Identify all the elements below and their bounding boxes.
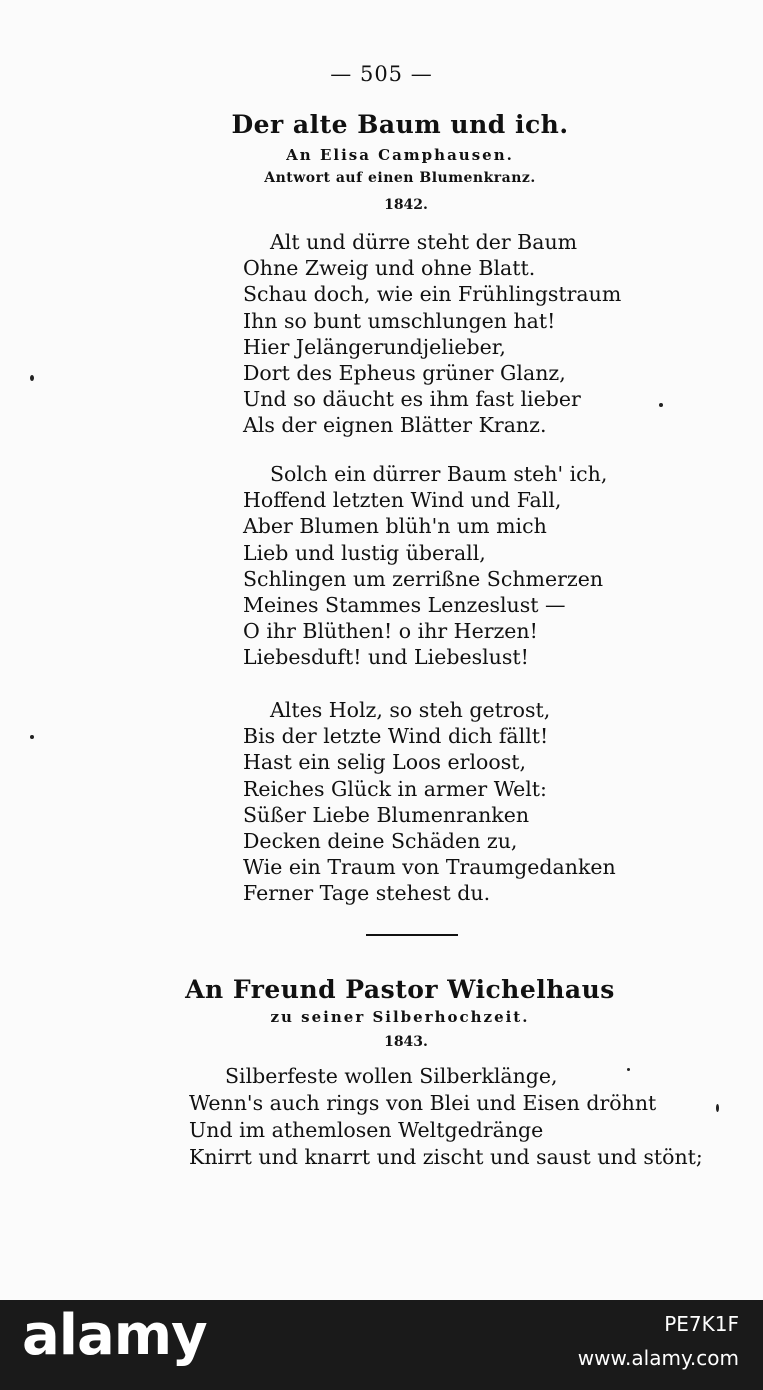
watermark-image-id: PE7K1F — [664, 1312, 739, 1336]
verse-line: Meines Stammes Lenzeslust — — [243, 592, 566, 617]
verse-line: Aber Blumen blüh'n um mich — [243, 514, 547, 539]
watermark-logo: alamy — [22, 1303, 207, 1368]
poem2-title: An Freund Pastor Wichelhaus — [185, 975, 615, 1004]
verse-line: Hast ein selig Loos erloost, — [243, 750, 526, 775]
scan-speck — [30, 735, 34, 739]
poem-subtitle: Antwort auf einen Blumenkranz. — [264, 170, 536, 186]
verse-line: Schlingen um zerrißne Schmerzen — [243, 566, 604, 591]
section-divider — [366, 934, 458, 936]
scan-speck — [30, 375, 34, 381]
verse-line: Dort des Epheus grüner Glanz, — [243, 360, 566, 385]
poem-year: 1842. — [384, 197, 428, 213]
verse-line: Süßer Liebe Blumenranken — [243, 802, 530, 827]
scan-speck — [627, 1068, 630, 1071]
verse-line: Solch ein dürrer Baum steh' ich, — [270, 462, 608, 486]
verse-line: Hier Jelängerundjelieber, — [243, 334, 506, 359]
poem2-year: 1843. — [384, 1034, 428, 1050]
verse-line: Als der eignen Blätter Kranz. — [243, 413, 547, 438]
stanza-3 — [243, 697, 616, 907]
verse-line: Bis der letzte Wind dich fällt! — [243, 724, 549, 749]
verse-line: Und so däucht es ihm fast lieber — [243, 387, 581, 412]
poem2-subtitle: zu seiner Silberhochzeit. — [270, 1008, 530, 1026]
poem2-stanza — [189, 1063, 703, 1171]
page-number: — 505 — — [330, 62, 433, 86]
verse-line: Hoffend letzten Wind und Fall, — [243, 488, 562, 513]
scan-speck — [659, 403, 663, 407]
verse-line: Und im athemlosen Weltgedränge — [189, 1118, 544, 1142]
stanza-2 — [243, 461, 607, 671]
verse-line: Ihn so bunt umschlungen hat! — [243, 308, 556, 333]
verse-line: Wie ein Traum von Traumgedanken — [243, 855, 616, 880]
watermark-url: www.alamy.com — [577, 1346, 739, 1370]
scan-speck — [716, 1104, 719, 1112]
verse-line: Ferner Tage stehest du. — [243, 881, 491, 906]
stanza-1 — [243, 229, 621, 439]
verse-line: Wenn's auch rings von Blei und Eisen dröhnt — [189, 1091, 657, 1115]
verse-line: Ohne Zweig und ohne Blatt. — [243, 256, 536, 281]
verse-line: Liebesduft! und Liebeslust! — [243, 645, 529, 670]
verse-line: Altes Holz, so steh getrost, — [270, 698, 551, 722]
poem-dedication: An Elisa Camphausen. — [286, 146, 514, 164]
verse-line: Schau doch, wie ein Frühlingstraum — [243, 282, 622, 307]
verse-line: Knirrt und knarrt und zischt und saust und stönt; — [189, 1145, 703, 1169]
poem-title: Der alte Baum und ich. — [231, 110, 569, 139]
verse-line: Silberfeste wollen Silberklänge, — [225, 1064, 558, 1088]
verse-line: Alt und dürre steht der Baum — [270, 230, 578, 254]
verse-line: Lieb und lustig überall, — [243, 540, 486, 565]
verse-line: Decken deine Schäden zu, — [243, 828, 518, 853]
verse-line: Reiches Glück in armer Welt: — [243, 776, 547, 801]
verse-line: O ihr Blüthen! o ihr Herzen! — [243, 619, 538, 644]
